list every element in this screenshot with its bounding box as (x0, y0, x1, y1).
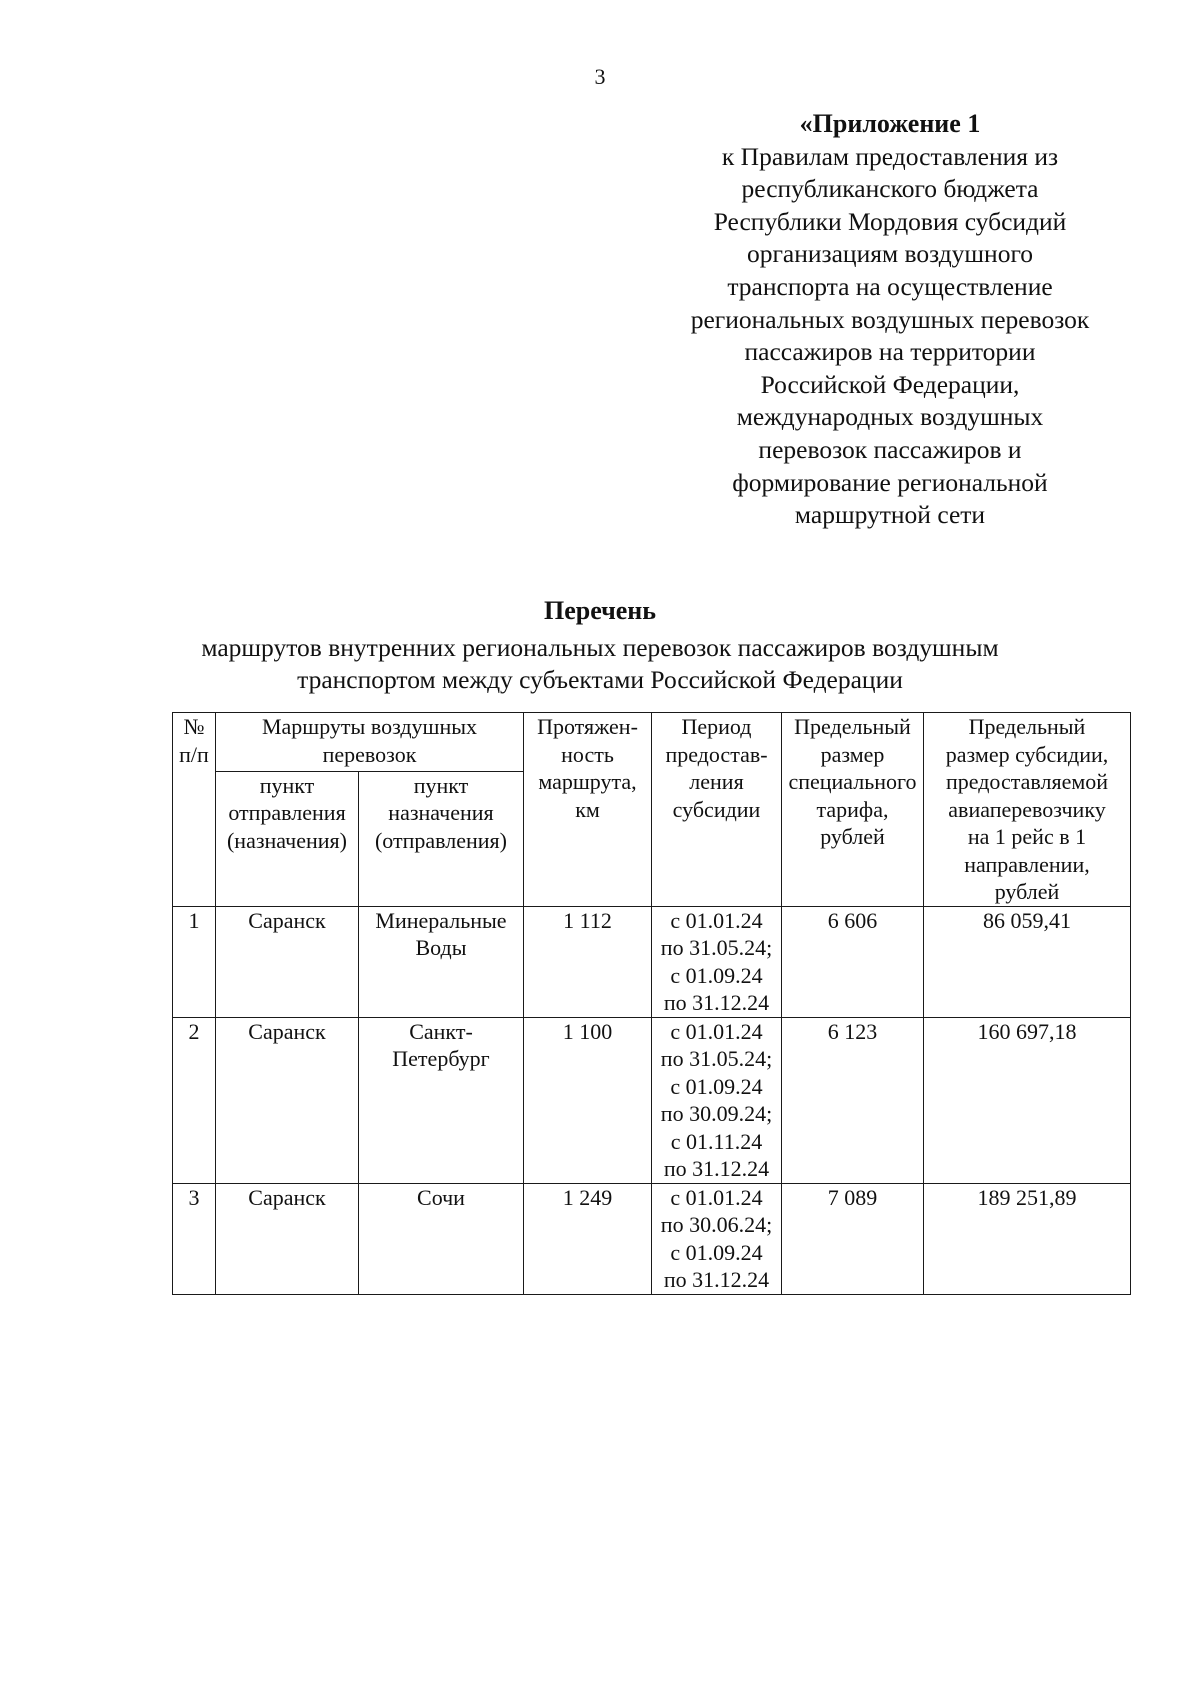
header-length: Протяжен- ность маршрута, км (524, 713, 652, 907)
table-header-row (173, 713, 1131, 772)
annex-block (640, 108, 1140, 532)
annex-line: Российской Федерации, (760, 369, 1020, 399)
page-number: 3 (594, 64, 606, 89)
cell-to: Санкт- Петербург (359, 1017, 524, 1183)
cell-tariff: 6 123 (782, 1017, 924, 1183)
cell-subsidy: 160 697,18 (924, 1017, 1131, 1183)
cell-length: 1 112 (524, 906, 652, 1017)
header-to: пункт назначения (отправления) (359, 771, 524, 906)
annex-line: формирование региональной (732, 467, 1048, 497)
annex-line: региональных воздушных перевозок (690, 304, 1090, 334)
table-row (173, 1183, 1131, 1294)
cell-period: с 01.01.24 по 31.05.24; с 01.09.24 по 30.09.24; с 01.11.24 по 31.12.24 (652, 1017, 782, 1183)
annex-line: международных воздушных (736, 402, 1044, 432)
cell-num: 2 (173, 1017, 216, 1183)
annex-line: транспорта на осуществление (727, 271, 1053, 301)
header-period: Период предостав- ления субсидии (652, 713, 782, 907)
list-subtitle (0, 632, 1200, 696)
list-title: Перечень (543, 596, 657, 625)
cell-to: Минеральные Воды (359, 906, 524, 1017)
cell-period: с 01.01.24 по 30.06.24; с 01.09.24 по 31.12.24 (652, 1183, 782, 1294)
cell-num: 1 (173, 906, 216, 1017)
annex-line: к Правилам предоставления из (721, 141, 1059, 171)
cell-period: с 01.01.24 по 31.05.24; с 01.09.24 по 31.12.24 (652, 906, 782, 1017)
header-tariff: Предельный размер специального тарифа, рублей (782, 713, 924, 907)
cell-tariff: 6 606 (782, 906, 924, 1017)
cell-num: 3 (173, 1183, 216, 1294)
annex-line: маршрутной сети (794, 500, 986, 530)
routes-table (172, 712, 1131, 1295)
annex-line: перевозок пассажиров и (758, 434, 1022, 464)
header-num: № п/п (173, 713, 216, 907)
annex-line: организациям воздушного (746, 239, 1034, 269)
table-row (173, 1017, 1131, 1183)
cell-from: Саранск (216, 1183, 359, 1294)
header-from: пункт отправления (назначения) (216, 771, 359, 906)
cell-from: Саранск (216, 1017, 359, 1183)
cell-subsidy: 86 059,41 (924, 906, 1131, 1017)
header-subsidy: Предельный размер субсидии, предоставляемой авиаперевозчику на 1 рейс в 1 направлении, рублей (924, 713, 1131, 907)
cell-length: 1 249 (524, 1183, 652, 1294)
cell-subsidy: 189 251,89 (924, 1183, 1131, 1294)
cell-tariff: 7 089 (782, 1183, 924, 1294)
list-subtitle-line: маршрутов внутренних региональных перевозок пассажиров воздушным (201, 633, 999, 662)
cell-from: Саранск (216, 906, 359, 1017)
annex-title: «Приложение 1 (799, 109, 981, 138)
annex-line: Республики Мордовия субсидий (713, 206, 1067, 236)
cell-length: 1 100 (524, 1017, 652, 1183)
table-row (173, 906, 1131, 1017)
list-subtitle-line: транспортом между субъектами Российской Федерации (297, 665, 903, 694)
header-routes: Маршруты воздушных перевозок (216, 713, 524, 772)
annex-line: пассажиров на территории (744, 337, 1036, 367)
cell-to: Сочи (359, 1183, 524, 1294)
annex-line: республиканского бюджета (741, 174, 1039, 204)
